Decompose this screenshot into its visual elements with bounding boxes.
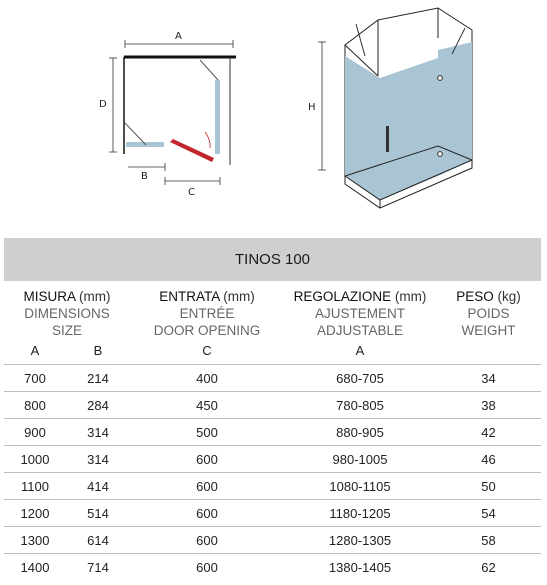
table-row: [4, 553, 541, 580]
perspective-view-diagram: [308, 8, 472, 208]
specs-table: [4, 238, 541, 580]
cell-weight: 42: [481, 424, 496, 440]
cell-size-a: 1200: [20, 505, 50, 521]
plan-view-diagram: [99, 31, 236, 198]
table-title: TINOS 100: [4, 238, 541, 281]
cell-adjust-a: 1180-1205: [329, 505, 391, 521]
door-panel: [170, 139, 214, 162]
glass-side-panel: [345, 56, 380, 200]
cell-adjust-a: 1380-1405: [328, 559, 392, 575]
cell-adjust-a: 1280-1305: [328, 532, 392, 548]
hinge-bottom: [438, 152, 443, 157]
cell-size-a: 800: [24, 397, 46, 413]
glass-fixed-panel: [438, 42, 472, 176]
table-row: [4, 418, 541, 445]
dimension-c-label: C: [188, 187, 195, 198]
header-size: MISURA (mm) DIMENSIONS SIZE: [23, 289, 111, 338]
dimension-b-label: B: [141, 171, 148, 182]
cell-adjust-a: 780-805: [336, 397, 384, 413]
cell-opening-c: 450: [196, 397, 218, 413]
shower-diagrams: [0, 0, 547, 232]
cell-weight: 58: [481, 532, 496, 548]
cell-size-b: 514: [87, 505, 109, 521]
cell-adjust-a: 1080-1105: [329, 478, 391, 494]
table-row: [4, 472, 541, 499]
cell-adjust-a: 880-905: [336, 424, 384, 440]
cell-opening-c: 600: [196, 532, 218, 548]
table-row: [4, 499, 541, 526]
cell-opening-c: 600: [196, 559, 218, 575]
cell-opening-c: 500: [196, 424, 218, 440]
table-header-row: [4, 281, 541, 336]
cell-size-a: 1400: [20, 559, 50, 575]
header-adjustable: REGOLAZIONE (mm) AJUSTEMENT ADJUSTABLE: [293, 289, 427, 338]
cell-opening-c: 600: [196, 451, 218, 467]
cell-size-b: 314: [87, 424, 109, 440]
support-arm-left: [124, 122, 146, 145]
table-row: [4, 364, 541, 391]
cell-weight: 46: [481, 451, 496, 467]
dimension-d-label: D: [99, 99, 107, 110]
cell-opening-c: 600: [196, 478, 218, 494]
cell-size-a: 1300: [20, 532, 50, 548]
cell-weight: 38: [481, 397, 496, 413]
table-row: [4, 391, 541, 418]
cell-size-a: 1000: [20, 451, 50, 467]
cell-weight: 50: [481, 478, 496, 494]
cell-opening-c: 400: [196, 370, 218, 386]
door-swing-arc: [205, 132, 210, 148]
cell-size-a: 900: [24, 424, 46, 440]
header-door-opening: ENTRATA (mm) ENTRÉE DOOR OPENING: [153, 289, 261, 338]
cell-adjust-a: 980-1005: [332, 451, 388, 467]
cell-adjust-a: 680-705: [336, 370, 384, 386]
table-row: [4, 526, 541, 553]
header-weight: PESO (kg) POIDS WEIGHT: [456, 289, 521, 338]
cell-size-b: 284: [87, 397, 109, 413]
cell-size-b: 414: [87, 478, 109, 494]
cell-size-b: 214: [87, 370, 109, 386]
cell-weight: 62: [481, 559, 496, 575]
hinge-top: [438, 76, 443, 81]
cell-size-b: 714: [87, 559, 109, 575]
support-arm-right: [200, 60, 218, 80]
cell-weight: 34: [481, 370, 496, 386]
table-row: [4, 445, 541, 472]
dimension-a-label: A: [175, 31, 182, 42]
diagram-area: [0, 0, 547, 232]
cell-size-b: 314: [87, 451, 109, 467]
table-body: [4, 364, 541, 580]
table-subheader-row: A B C A: [30, 342, 365, 358]
door-handle: [386, 126, 389, 152]
dimension-h-label: H: [308, 102, 316, 113]
cell-size-b: 614: [87, 532, 109, 548]
cell-opening-c: 600: [196, 505, 218, 521]
cell-weight: 54: [481, 505, 496, 521]
cell-size-a: 700: [24, 370, 46, 386]
cell-size-a: 1100: [21, 478, 49, 494]
fixed-glass-panel-right: [215, 80, 220, 154]
